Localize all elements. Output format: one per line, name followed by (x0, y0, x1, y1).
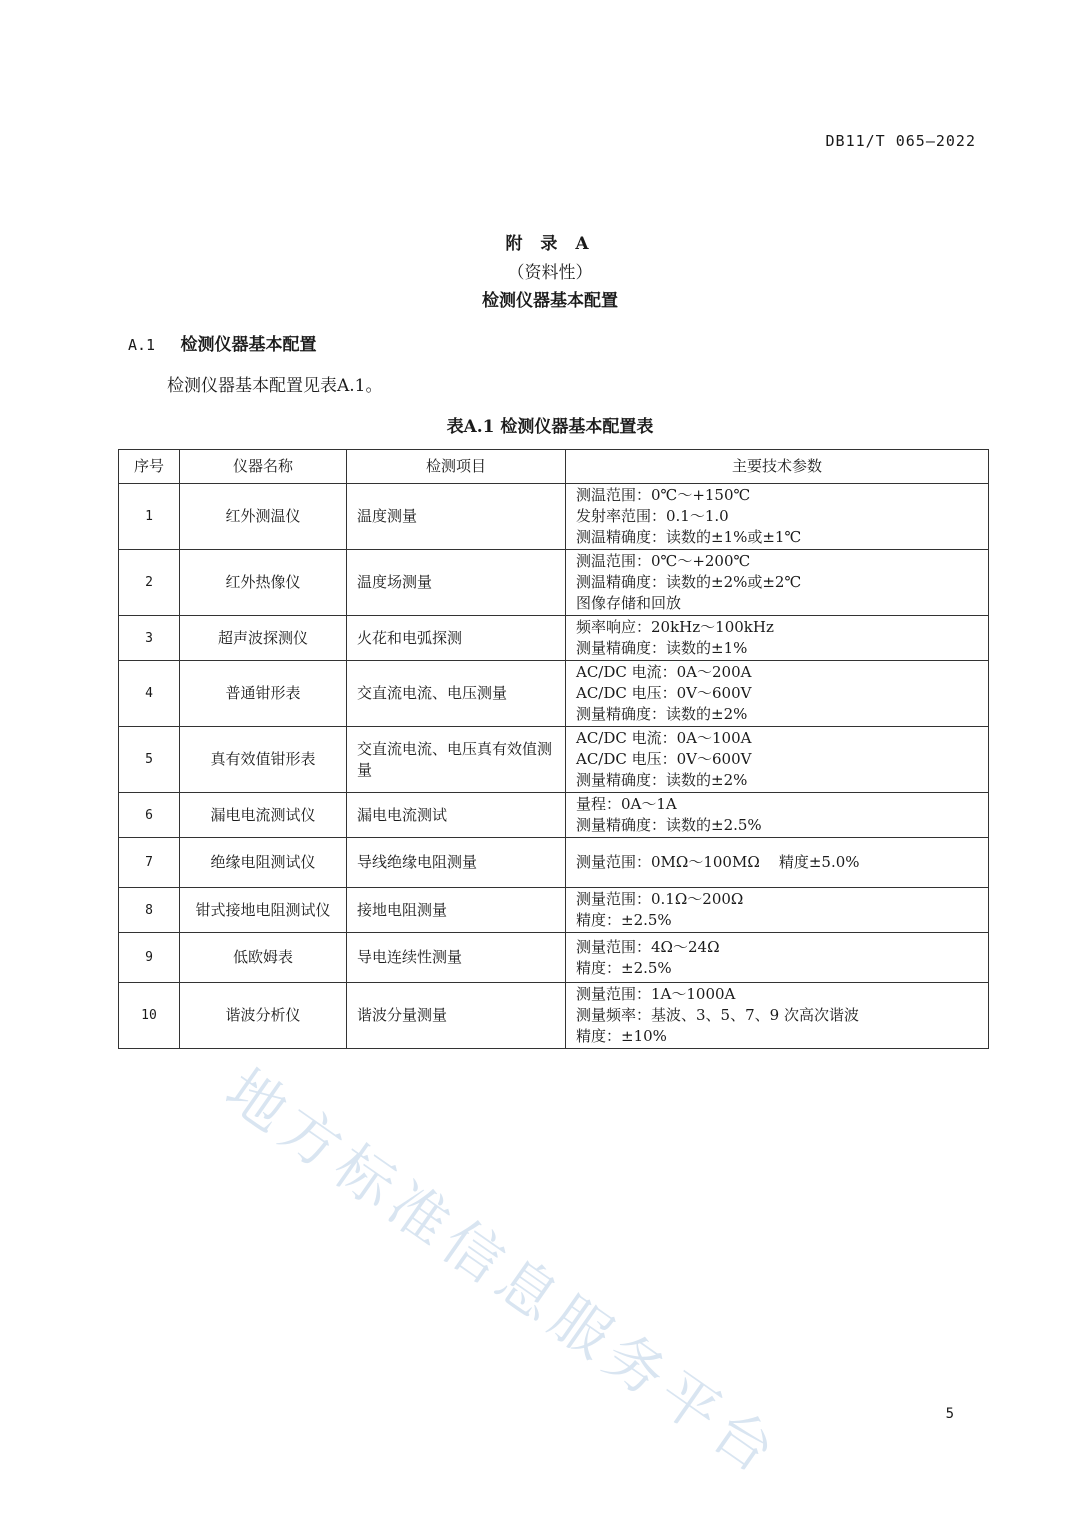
tech-specs (566, 793, 989, 838)
spec-line: 测量范围：0.1Ω～200Ω (576, 890, 744, 908)
table-row (119, 838, 989, 888)
spec-line: 测温范围：0℃～+200℃ (576, 552, 751, 570)
tech-specs (566, 727, 989, 793)
spec-line: 测温精确度：读数的±2%或±2℃ (576, 573, 802, 591)
header-instrument: 仪器名称 (180, 450, 347, 484)
tech-specs (566, 933, 989, 983)
body-paragraph: 检测仪器基本配置见表A.1。 (167, 376, 383, 396)
header-no: 序号 (119, 450, 180, 484)
spec-line: 图像存储和回放 (576, 594, 682, 612)
instrument-name: 漏电电流测试仪 (180, 793, 347, 838)
watermark: 地方标准信息服务平台 (213, 1055, 794, 1490)
test-item: 火花和电弧探测 (347, 616, 566, 661)
spec-line: 量程：0A～1A (576, 795, 677, 813)
spec-line: 频率响应：20kHz～100kHz (576, 618, 774, 636)
table-row (119, 661, 989, 727)
tech-specs (566, 983, 989, 1049)
page-number: 5 (945, 1406, 954, 1422)
tech-specs (566, 888, 989, 933)
instrument-name: 红外测温仪 (180, 484, 347, 550)
row-number: 10 (119, 983, 180, 1049)
row-number: 5 (119, 727, 180, 793)
spec-line: 精度：±10% (576, 1027, 667, 1045)
test-item: 温度场测量 (347, 550, 566, 616)
header-specs: 主要技术参数 (566, 450, 989, 484)
section-heading (128, 330, 317, 355)
spec-line: 测量频率：基波、3、5、7、9 次高次谐波 (576, 1006, 859, 1024)
test-item: 漏电电流测试 (347, 793, 566, 838)
table-row (119, 983, 989, 1049)
document-code: DB11/T 065—2022 (825, 132, 976, 150)
appendix-nature: （资料性） (507, 263, 593, 283)
instrument-name: 绝缘电阻测试仪 (180, 838, 347, 888)
table-caption: 表A.1 检测仪器基本配置表 (446, 417, 654, 437)
header-item: 检测项目 (347, 450, 566, 484)
table-row (119, 616, 989, 661)
test-item: 交直流电流、电压真有效值测量 (347, 727, 566, 793)
row-number: 7 (119, 838, 180, 888)
row-number: 4 (119, 661, 180, 727)
table-row (119, 933, 989, 983)
test-item: 接地电阻测量 (347, 888, 566, 933)
spec-line: 测量范围：1A～1000A (576, 985, 736, 1003)
test-item: 交直流电流、电压测量 (347, 661, 566, 727)
tech-specs (566, 616, 989, 661)
test-item: 导线绝缘电阻测量 (347, 838, 566, 888)
spec-line: 测量精确度：读数的±2% (576, 705, 748, 723)
table-row (119, 727, 989, 793)
test-item: 温度测量 (347, 484, 566, 550)
instrument-name: 普通钳形表 (180, 661, 347, 727)
test-item: 导电连续性测量 (347, 933, 566, 983)
instrument-name: 真有效值钳形表 (180, 727, 347, 793)
spec-line: 测量范围：0MΩ～100MΩ 精度±5.0% (576, 853, 860, 871)
instrument-name: 超声波探测仪 (180, 616, 347, 661)
row-number: 3 (119, 616, 180, 661)
instrument-name: 钳式接地电阻测试仪 (180, 888, 347, 933)
tech-specs (566, 550, 989, 616)
tech-specs (566, 838, 989, 888)
tech-specs (566, 661, 989, 727)
spec-line: AC/DC 电流：0A～100A (576, 729, 752, 747)
table-row (119, 793, 989, 838)
spec-line: 测量精确度：读数的±2.5% (576, 816, 762, 834)
table-header-row (119, 450, 989, 484)
spec-line: 测温精确度：读数的±1%或±1℃ (576, 528, 802, 546)
row-number: 2 (119, 550, 180, 616)
instrument-name: 低欧姆表 (180, 933, 347, 983)
spec-line: 精度：±2.5% (576, 911, 672, 929)
instrument-name: 谐波分析仪 (180, 983, 347, 1049)
tech-specs (566, 484, 989, 550)
instrument-config-table (118, 449, 989, 1049)
section-title: 检测仪器基本配置 (180, 335, 317, 355)
row-number: 6 (119, 793, 180, 838)
spec-line: AC/DC 电压：0V～600V (576, 750, 752, 768)
spec-line: 测量精确度：读数的±1% (576, 639, 748, 657)
appendix-name: 检测仪器基本配置 (482, 291, 618, 311)
spec-line: 测温范围：0℃～+150℃ (576, 486, 751, 504)
spec-line: 发射率范围：0.1～1.0 (576, 507, 729, 525)
spec-line: AC/DC 电流：0A～200A (576, 663, 752, 681)
section-number: A.1 (128, 336, 156, 354)
test-item: 谐波分量测量 (347, 983, 566, 1049)
table-row (119, 888, 989, 933)
spec-line: 精度：±2.5% (576, 958, 672, 977)
row-number: 1 (119, 484, 180, 550)
table-row (119, 550, 989, 616)
spec-line: 测量精确度：读数的±2% (576, 771, 748, 789)
table-row (119, 484, 989, 550)
spec-line: 测量范围：4Ω～24Ω (576, 937, 720, 956)
instrument-name: 红外热像仪 (180, 550, 347, 616)
appendix-title: 附 录 A (505, 234, 595, 254)
row-number: 8 (119, 888, 180, 933)
spec-line: AC/DC 电压：0V～600V (576, 684, 752, 702)
row-number: 9 (119, 933, 180, 983)
